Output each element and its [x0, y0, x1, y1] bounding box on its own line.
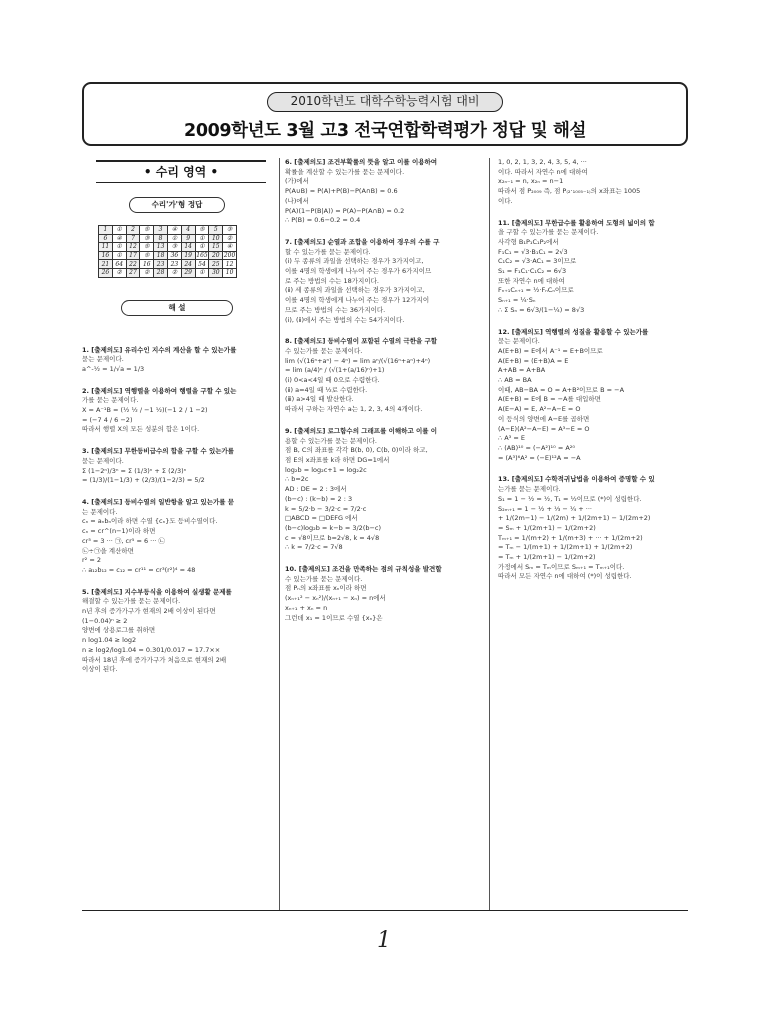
solution-line: A+AB = A+BA: [498, 366, 546, 375]
solution-line: X = A⁻¹B = (½ ½ / −1 ½)(−1 2 / 1 −2): [82, 406, 208, 415]
solution-line: cₙ = aₙbₙ이라 하면 수열 {cₙ}도 등비수열이다.: [82, 517, 218, 526]
solution-line: ∴ k = 7/2·c = 7√8: [285, 543, 343, 552]
answer-cell: ①: [167, 234, 181, 243]
question-number-cell: 30: [209, 268, 223, 277]
solution-line: 이를 4명의 학생에게 나누어 주는 경우가 12가지이: [285, 296, 430, 305]
problem-block: [285, 427, 483, 553]
answer-row: [99, 268, 237, 277]
solution-line: 1, 0, 2, 1, 3, 2, 4, 3, 5, 4, ···: [498, 158, 587, 166]
answer-cell: ①: [195, 268, 209, 277]
solution-line: 이 등식의 양변에 A−E를 곱하면: [498, 414, 590, 423]
solution-line: ∴ AB = BA: [498, 376, 532, 385]
solution-line: 양변에 상용로그를 취하면: [82, 626, 156, 635]
solution-line: (1−0.04)ⁿ ≥ 2: [82, 616, 128, 625]
solution-line: C₁C₂ = √3·AC₁ = 3이므로: [498, 257, 577, 266]
solution-line: = (−7 4 / 6 −2): [82, 415, 133, 424]
question-number-cell: 25: [209, 260, 223, 269]
question-number-cell: 1: [99, 226, 113, 235]
answer-cell: ①: [112, 243, 126, 252]
problem-heading: 13. [출제의도] 수학적귀납법을 이용하여 증명할 수 있: [498, 475, 655, 484]
answer-cell: ④: [112, 234, 126, 243]
solution-line: a^-½ = 1/√a = 1/3: [82, 364, 145, 373]
solution-line: (가)에서: [285, 177, 309, 186]
question-number-cell: 9: [181, 234, 195, 243]
solution-line: S₁ = F₁C₁·C₁C₂ = 6√3: [498, 267, 567, 276]
solution-line: 점 B, C의 좌표를 각각 B(b, 0), C(b, 0)이라 하고,: [285, 446, 428, 455]
solution-line: 용할 수 있는가를 묻는 문제이다.: [285, 436, 377, 445]
answer-key-label: 수리'가'형 정답: [129, 197, 225, 213]
solution-line: ∴ A³ = E: [498, 434, 525, 443]
answer-table: [98, 225, 237, 278]
question-number-cell: 21: [99, 260, 113, 269]
question-number-cell: 10: [209, 234, 223, 243]
solution-line: = Sₘ + 1/(2m+1) − 1/(2m+2): [498, 523, 596, 532]
solution-line: 로 주는 방법의 수는 18가지이다.: [285, 276, 379, 285]
answer-cell: 36: [167, 251, 181, 260]
answer-cell: 165: [196, 252, 208, 260]
solution-line: cr³ = 3 ··· ㉠, cr⁵ = 6 ··· ㉡: [82, 536, 165, 545]
solution-line: 확률을 계산할 수 있는가를 묻는 문제이다.: [285, 167, 405, 176]
answer-cell: ⑤: [195, 226, 209, 235]
solution-line: 따라서 구하는 자연수 a는 1, 2, 3, 4의 4개이다.: [285, 405, 423, 414]
answer-cell: 64: [112, 260, 126, 269]
solution-line: (ⅱ) 세 종류의 과일을 선택하는 경우가 3가지이고,: [285, 286, 425, 295]
solution-line: x₂ₙ₋₁ = n, x₂ₙ = n−1: [498, 177, 564, 186]
problem-heading: 10. [출제의도] 조건을 만족하는 점의 규칙성을 발견할: [285, 565, 442, 574]
solution-line: Σ (1−2ⁿ)/3ⁿ = Σ (1/3)ⁿ + Σ (2/3)ⁿ: [82, 466, 187, 475]
solution-line: AD : DE = 2 : 3에서: [285, 485, 347, 494]
answer-cell: 10: [223, 268, 237, 277]
answer-cell: ③: [167, 243, 181, 252]
answer-cell: 16: [140, 260, 154, 269]
question-number-cell: 15: [209, 243, 223, 252]
problem-heading: 7. [출제의도] 순열과 조합을 이용하여 경우의 수를 구: [285, 237, 440, 246]
question-number-cell: 29: [181, 268, 195, 277]
solution-line: 또한 자연수 n에 대하여: [498, 276, 565, 285]
solution-line: 해결할 수 있는가를 묻는 문제이다.: [82, 597, 181, 606]
problem-heading: 11. [출제의도] 무한급수를 활용하여 도형의 넓이의 합: [498, 218, 655, 227]
answer-cell: ⑤: [140, 251, 154, 260]
solution-line: F₁C₁ = √3·B₁C₁ = 2√3: [498, 247, 568, 256]
solution-line: (xₙ₊₁² − xₙ²)/(xₙ₊₁ − xₙ) = n에서: [285, 594, 386, 603]
solution-line: xₙ₊₁ + xₙ = n: [285, 603, 328, 612]
problem-block: [498, 219, 688, 316]
answer-cell: ④: [223, 243, 237, 252]
answer-cell: 23: [167, 260, 181, 269]
solution-line: n log1.04 ≥ log2: [82, 636, 137, 645]
solution-line: ∴ a₁₂b₁₂ = c₁₂ = cr¹¹ = cr³(r²)⁴ = 48: [82, 565, 196, 574]
answer-cell: ③: [223, 226, 237, 235]
solution-line: 점 E의 x좌표를 k라 하면 DG=1에서: [285, 455, 390, 464]
problem-heading: 6. [출제의도] 조건부확률의 뜻을 알고 이를 이용하여: [285, 158, 438, 166]
solution-line: A(E−A) = E, A²−A−E = O: [498, 405, 581, 414]
solution-line: ∴ (AB)¹⁰ = (−A²)¹⁰ = A²⁰: [498, 443, 575, 452]
problem-list: [285, 158, 483, 623]
section-title: • 수리 영역 •: [96, 160, 266, 183]
solution-line: P(A)(1−P(B|A)) = P(A)−P(A∩B) = 0.2: [285, 206, 405, 215]
solution-line: 할 수 있는가를 묻는 문제이다.: [285, 247, 371, 256]
solution-line: (나)에서: [285, 196, 309, 205]
solution-line: S₂ₘ₊₁ = 1 − ½ + ⅓ − ¼ + ···: [498, 504, 592, 513]
solution-line: □ABCD = □DEFG 에서: [285, 514, 358, 523]
solution-line: 수 있는가를 묻는 문제이다.: [285, 574, 363, 583]
solution-line: 그런데 x₁ = 1이므로 수열 {xₙ}은: [285, 613, 383, 622]
problem-block: [498, 158, 688, 207]
solution-line: n ≥ log2/log1.04 = 0.301/0.017 = 17.7××: [82, 645, 221, 654]
solution-line: n년 후의 증가가구가 현재의 2배 이상이 된다면: [82, 607, 216, 616]
solution-line: 묻는 문제이다.: [82, 355, 124, 364]
answer-row: [99, 234, 237, 243]
solution-line: log₂b = log₂c+1 = log₂2c: [285, 465, 367, 474]
problem-heading: 2. [출제의도] 역행렬을 이용하여 행렬을 구할 수 있는: [82, 386, 237, 395]
solution-line: 므로 주는 방법의 수는 36가지이다.: [285, 305, 386, 314]
question-number-cell: 16: [99, 251, 113, 260]
column-divider: [279, 158, 280, 910]
solution-line: (b−c)log₂b = k−b = 3/2(b−c): [285, 523, 382, 532]
solution-line: (ⅰ) 두 종류의 과일을 선택하는 경우가 3가지이고,: [285, 257, 424, 266]
answer-cell: ④: [167, 226, 181, 235]
problem-block: [82, 346, 272, 375]
problem-block: [285, 565, 483, 623]
solution-line: A(E+B) = (E+B)A = E: [498, 356, 569, 365]
solution-line: 가정에서 Sₘ = Tₘ이므로 Sₘ₊₁ = Tₘ₊₁이다.: [498, 562, 625, 571]
footer-rule: [82, 910, 688, 911]
column-3: [498, 158, 688, 594]
answer-cell: ①: [195, 243, 209, 252]
solution-line: 점 Pₙ의 x좌표를 xₙ이라 하면: [285, 584, 367, 593]
solution-line: (ⅰ), (ⅱ)에서 주는 방법의 수는 54가지이다.: [285, 315, 405, 324]
answer-row: [99, 226, 237, 235]
solution-line: 묻는 문제이다.: [498, 337, 540, 346]
question-number-cell: 19: [181, 251, 195, 260]
solution-line: 따라서 모든 자연수 n에 대하여 (*)이 성립한다.: [498, 572, 632, 581]
solution-line: (A−E)(A²−A−E) = A³−E = O: [498, 424, 590, 433]
solution-line: 따라서 점 P₂₀₀₉ 즉, 점 P₍₂·₁₀₀₅₋₁₎의 x좌표는 1005: [498, 187, 641, 196]
column-1: [82, 158, 272, 687]
answer-row: [99, 260, 237, 269]
problem-heading: 12. [출제의도] 역행렬의 성질을 활용할 수 있는가를: [498, 327, 649, 336]
solution-line: (ⅲ) a>4일 때 발산한다.: [285, 395, 354, 404]
solution-line: 이를 4명의 학생에게 나누어 주는 경우가 6가지이므: [285, 267, 432, 276]
question-number-cell: 5: [209, 226, 223, 235]
answer-cell: 12: [223, 260, 237, 269]
problem-block: [498, 328, 688, 464]
problem-block: [285, 238, 483, 325]
answer-cell: ②: [140, 268, 154, 277]
problem-block: [82, 447, 272, 486]
solution-line: S₁ = 1 − ½ = ½, T₁ = ½이므로 (*)이 성립한다.: [498, 494, 642, 503]
question-number-cell: 26: [99, 268, 113, 277]
solution-line: A(E+B) = E에서 A⁻¹ = E+B이므로: [498, 346, 603, 355]
solution-line: 따라서 18년 후에 증가가구가 처음으로 현재의 2배: [82, 655, 227, 664]
solution-line: 수 있는가를 묻는 문제이다.: [285, 346, 363, 355]
answer-cell: 54: [195, 260, 209, 269]
answer-cell: ①: [112, 251, 126, 260]
solution-line: (b−c) : (k−b) = 2 : 3: [285, 494, 353, 503]
header-box: [82, 82, 688, 146]
solution-line: Tₘ₊₁ = 1/(m+2) + 1/(m+3) + ··· + 1/(2m+2): [498, 533, 643, 542]
solution-line: Fₙ₊₁Cₙ₊₁ = ½·FₙCₙ이므로: [498, 286, 574, 295]
solution-line: P(A∪B) = P(A)+P(B)−P(A∩B) = 0.6: [285, 187, 398, 196]
problem-block: [285, 158, 483, 226]
problem-heading: 3. [출제의도] 무한등비급수의 합을 구할 수 있는가를: [82, 447, 235, 456]
solution-line: ㉡÷㉠을 계산하면: [82, 546, 134, 555]
solution-line: k = 5/2·b − 3/2·c = 7/2·c: [285, 504, 367, 513]
exam-subtitle: 2010학년도 대학수학능력시험 대비: [267, 92, 503, 112]
problem-list: [498, 158, 688, 582]
solution-line: 는 문제이다.: [82, 507, 118, 516]
question-number-cell: 8: [154, 234, 168, 243]
column-divider: [489, 158, 490, 910]
answer-cell: ②: [112, 268, 126, 277]
solution-line: = lim (a/4)ⁿ / (√(1+(a/16)ⁿ)+1): [285, 366, 385, 375]
question-number-cell: 17: [126, 251, 140, 260]
answer-cell: ①: [112, 226, 126, 235]
solution-line: = (A³)⁶A² = (−E)¹²A = −A: [498, 453, 581, 462]
question-number-cell: 20: [209, 251, 223, 260]
solution-line: ∴ b=2c: [285, 475, 309, 484]
solution-line: + 1/(2m−1) − 1/(2m) + 1/(2m+1) − 1/(2m+2): [498, 514, 651, 523]
problem-block: [82, 588, 272, 675]
solution-line: = Tₘ − 1/(m+1) + 1/(2m+1) + 1/(2m+2): [498, 543, 633, 552]
solution-line: 이상이 된다.: [82, 665, 118, 674]
question-number-cell: 11: [99, 243, 113, 252]
question-number-cell: 13: [154, 243, 168, 252]
solution-line: Sₙ₊₁ = ¼·Sₙ: [498, 296, 536, 305]
problem-block: [285, 337, 483, 415]
column-2: [285, 158, 483, 635]
solution-line: cₙ = cr^(n−1)이라 하면: [82, 527, 156, 536]
explanation-label: 해 설: [121, 300, 233, 316]
question-number-cell: 14: [181, 243, 195, 252]
answer-row: [99, 251, 237, 260]
problem-heading: 1. [출제의도] 유리수인 지수의 계산을 할 수 있는가를: [82, 345, 237, 354]
solution-line: 따라서 행렬 X의 모든 성분의 합은 1이다.: [82, 425, 200, 434]
question-number-cell: 28: [154, 268, 168, 277]
problem-heading: 4. [출제의도] 등비수열의 일반항을 알고 있는가를 묻: [82, 498, 235, 506]
problem-block: [82, 498, 272, 576]
solution-line: ∴ Σ Sₙ = 6√3/(1−¼) = 8√3: [498, 305, 585, 314]
solution-line: lim (√(16ⁿ+aⁿ) − 4ⁿ) = lim aⁿ/(√(16ⁿ+aⁿ)+4ⁿ): [285, 356, 431, 365]
question-number-cell: 22: [126, 260, 140, 269]
page-number: 1: [377, 928, 391, 953]
answer-cell: ⑤: [140, 243, 154, 252]
solution-line: 는가를 묻는 문제이다.: [498, 485, 561, 494]
solution-line: 사각형 B₁P₁C₁P₂에서: [498, 237, 559, 246]
solution-line: c = √8이므로 b=2√8, k = 4√8: [285, 533, 380, 542]
solution-line: = Tₘ + 1/(2m+1) − 1/(2m+2): [498, 553, 596, 562]
question-number-cell: 12: [126, 243, 140, 252]
solution-line: r² = 2: [82, 556, 101, 565]
problem-block: [82, 387, 272, 436]
answer-cell: ③: [140, 234, 154, 243]
solution-line: 이다.: [498, 196, 513, 205]
answer-row: [99, 243, 237, 252]
page-title: 2009학년도 3월 고3 전국연합학력평가 정답 및 해설: [184, 121, 586, 141]
solution-line: = (1/3)/(1−1/3) + (2/3)/(1−2/3) = 5/2: [82, 476, 205, 485]
solution-line: (ⅰ) 0<a<4일 때 0으로 수렴한다.: [285, 376, 380, 385]
question-number-cell: 4: [181, 226, 195, 235]
solution-line: A(E+B) = E에 B = −A를 대입하면: [498, 395, 601, 404]
answer-cell: ②: [167, 268, 181, 277]
question-number-cell: 23: [154, 260, 168, 269]
solution-line: ∴ P(B) = 0.6−0.2 = 0.4: [285, 216, 361, 225]
question-number-cell: 18: [154, 251, 168, 260]
problem-block: [498, 475, 688, 582]
problem-heading: 5. [출제의도] 지수부등식을 이용하여 실생활 문제를: [82, 587, 232, 596]
solution-line: (ⅱ) a=4일 때 ½로 수렴한다.: [285, 385, 368, 394]
problem-heading: 8. [출제의도] 등비수열이 포함된 수열의 극한을 구할: [285, 337, 438, 346]
question-number-cell: 7: [126, 234, 140, 243]
question-number-cell: 3: [154, 226, 168, 235]
solution-line: 묻는 문제이다.: [82, 456, 124, 465]
problem-list: [82, 346, 272, 675]
problem-heading: 9. [출제의도] 로그함수의 그래프를 이해하고 이를 이: [285, 426, 438, 435]
solution-line: 을 구할 수 있는가를 묻는 문제이다.: [498, 228, 599, 237]
question-number-cell: 24: [181, 260, 195, 269]
solution-line: 이때, AB−BA = O = A+B²이므로 B = −A: [498, 385, 625, 394]
solution-line: 가를 묻는 문제이다.: [82, 396, 139, 405]
solution-line: 이다. 따라서 자연수 n에 대하여: [498, 167, 588, 176]
question-number-cell: 2: [126, 226, 140, 235]
answer-cell: ⑤: [140, 226, 154, 235]
question-number-cell: 6: [99, 234, 113, 243]
answer-cell: ②: [223, 234, 237, 243]
answer-cell: 200: [223, 252, 236, 260]
question-number-cell: 27: [126, 268, 140, 277]
answer-cell: ①: [195, 234, 209, 243]
